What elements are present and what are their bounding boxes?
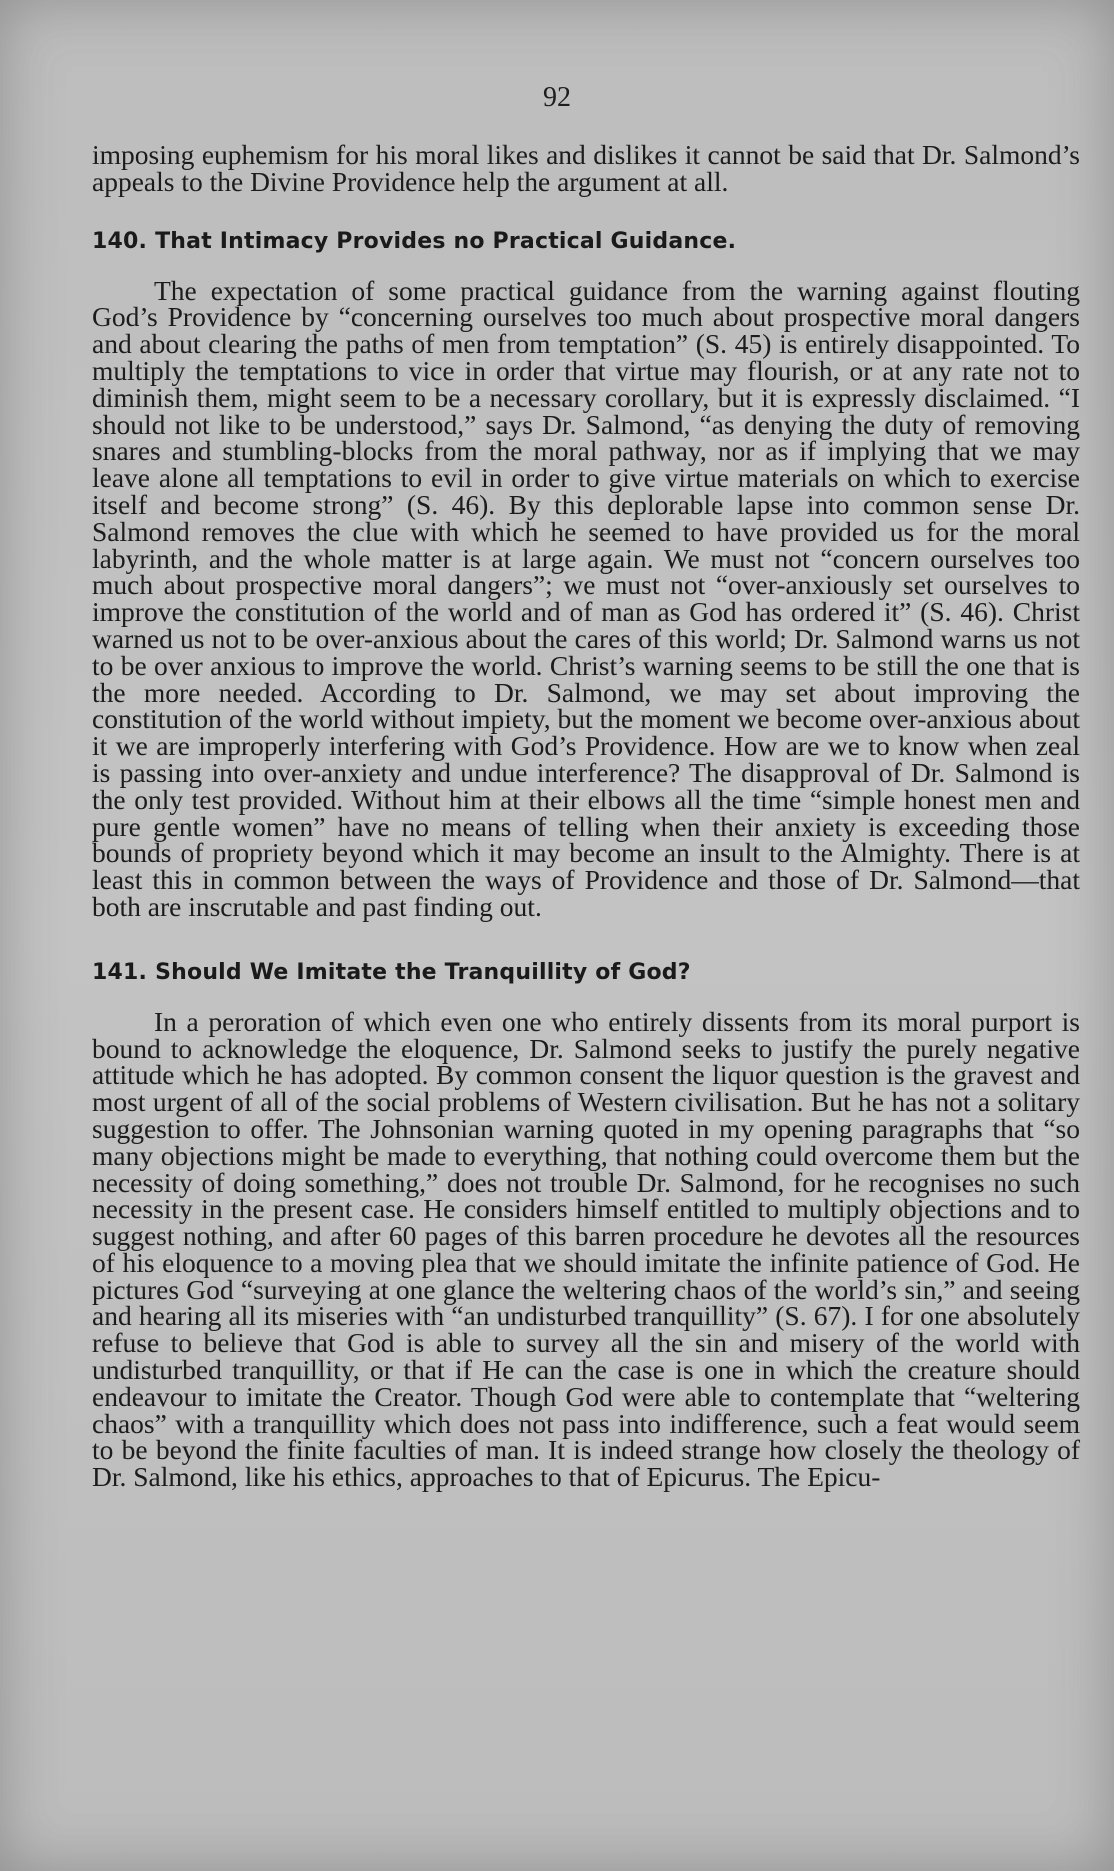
section-number-140: 140. (92, 228, 148, 254)
section-title-141: Should We Imitate the Tranquillity of God? (155, 959, 691, 985)
section-title-140: That Intimacy Provides no Practical Guidance. (155, 228, 737, 254)
section-heading-141 (92, 959, 1080, 987)
section-141-paragraph: In a peroration of which even one who entirely dissents from its moral purport is bound to acknowledge the eloquence, Dr. Salmond seeks to justify the purely negative attitude which he has adopted. By common consent the liquor question is the gravest and most urgent of all of the social problems of Western civilisation. But he has not a solitary suggestion to offer. The Johnsonian warning quoted in my opening paragraphs that “so many objections might be made to everything, that nothing could overcome them but the necessity of doing something,” does not trouble Dr. Salmond, for he recognises no such necessity in the present case. He considers himself entitled to multiply objections and to suggest nothing, and after 60 pages of this barren procedure he devotes all the resources of his eloquence to a moving plea that we should imitate the infinite patience of God. He pictures God “surveying at one glance the weltering chaos of the world’s sin,” and seeing and hearing all its miseries with “an undisturbed tranquillity” (S. 67). I for one absolutely refuse to believe that God is able to survey all the sin and misery of the world with undisturbed tranquillity, or that if He can the case is one in which the creature should endeavour to imitate the Creator. Though God were able to contemplate that “weltering chaos” with a tranquillity which does not pass into indifference, such a feat would seem to be beyond the finite faculties of man. It is indeed strange how closely the theology of Dr. Salmond, like his ethics, approaches to that of Epicurus. The Epicu- (92, 1005, 1080, 1493)
section-140-paragraph: The expectation of some practical guidance from the warning against flouting God’s Providence by “concerning ourselves too much about prospective moral dangers and about clearing the paths of men from temptation” (S. 45) is entirely disappointed. To multiply the temptations to vice in order that virtue may flourish, or at any rate not to diminish them, might seem to be a necessary corollary, but it is expressly disclaimed. “I should not like to be understood,” says Dr. Salmond, “as denying the duty of removing snares and stumbling-blocks from the moral pathway, nor as if implying that we may leave alone all temptations to evil in order to give virtue materials on which to exercise itself and become strong” (S. 46). By this deplorable lapse into common sense Dr. Salmond removes the clue with which he seemed to have provided us for the moral labyrinth, and the whole matter is at large again. We must not “concern ourselves too much about prospective moral dangers”; we must not “over-anxiously set ourselves to improve the constitution of the world and of man as God has ordered it” (S. 46). Christ warned us not to be over-anxious about the cares of this world; Dr. Salmond warns us not to be over anxious to improve the world. Christ’s warning seems to be still the one that is the more needed. According to Dr. Salmond, we may set about improving the constitution of the world without impiety, but the moment we become over-anxious about it we are improperly interfering with God’s Providence. How are we to know when zeal is passing into over-anxiety and undue interference? The disapproval of Dr. Salmond is the only test provided. Without him at their elbows all the time “simple honest men and pure gentle women” have no means of telling when their anxiety is exceeding those bounds of propriety beyond which it may become an insult to the Almighty. There is at least this in common between the ways of Providence and those of Dr. Salmond—that both are inscrutable and past finding out. (92, 274, 1080, 922)
page-number: 92 (543, 82, 571, 113)
opening-paragraph: imposing euphemism for his moral likes and dislikes it cannot be said that Dr. Salmond’s appeals to the Divine Providence help the argument at all. (92, 139, 1080, 197)
page-content (92, 139, 1080, 1493)
section-number-141: 141. (92, 959, 148, 985)
section-heading-140 (92, 228, 1080, 256)
